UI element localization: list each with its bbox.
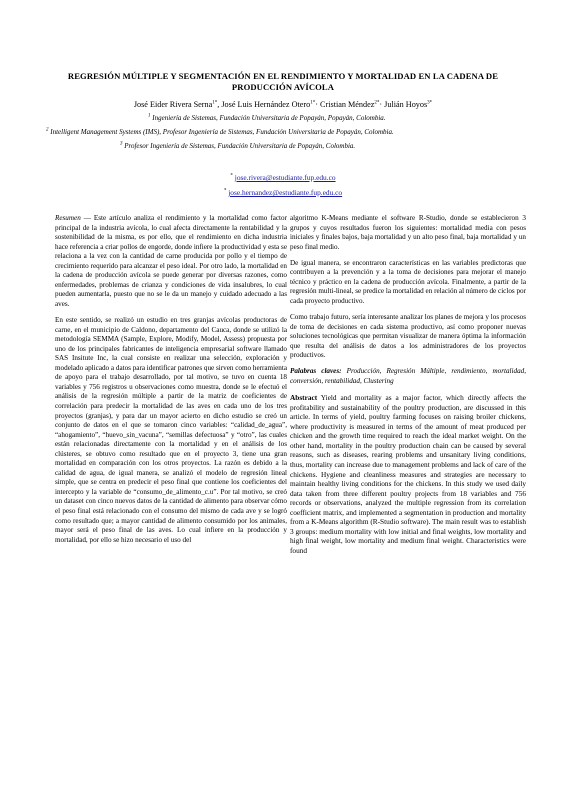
email-list — [183, 170, 383, 200]
author-sup: 2* — [374, 100, 380, 106]
author-name: José Eider Rivera Serna — [133, 100, 213, 109]
abstract-paragraph — [290, 393, 526, 555]
author-name: José Luis Hernández Otero — [221, 100, 311, 109]
resumen-paragraph — [55, 214, 287, 309]
author-sup: 1* — [212, 100, 218, 106]
paper-title: REGRESIÓN MÚLTIPLE Y SEGMENTACIÓN EN EL RENDIMIENTO Y MORTALIDAD EN LA CADENA DE PRODUCCIÓN AVÍCOLA — [67, 71, 499, 92]
author-name: Julián Hoyos — [384, 100, 428, 109]
author-sup: 3* — [427, 100, 433, 106]
abstract-label: Abstract — [290, 393, 318, 403]
keywords-label: Palabras claves: — [290, 367, 342, 376]
keywords-paragraph — [290, 367, 526, 386]
abstract-text: Yield and mortality as a major factor, which directly affects the profitability and sustainability of the poultry production, are discussed in this article. In terms of yield, poultry farming focuses on raising broiler chickens, where productivity is measured in terms of the amount of meat produced per chicken and the growth time required to reach the ideal market weight. On the other hand, mortality in the poultry production chain can be caused by several reasons, such as diseases, rearing problems and unsanitary living conditions, thus, mortality can increase due to management problems and lack of care of the chickens. Hygiene and cleanliness measures and strategies are necessary to maintain healthy living conditions for the chickens. In this study we used daily data taken from three different poultry projects from 18 variables and 756 records or observations, analyzed the multiple regression from its correlation coefficient matrix, and implemented a segmentation in production and mortality from a K-Means algorithm (R-Studio software). The main result was to establish 3 groups: medium mortality with low initial and final weights, low mortality and high final weight, low mortality and medium final weight. Characteristics were found — [290, 393, 526, 555]
email-row: * jose.rivera@estudiante.fup.edu.co — [230, 173, 336, 182]
body-paragraph: En este sentido, se realizó un estudio en tres granjas avícolas productoras de carne, en el municipio de Caldono, departamento del Cauca, donde se utilizó la metodología SEMMA (Sample, Explore, Modify, Model, Assess) propuesta por uno de los principales fabricantes de inteligencia empresarial software llamado SAS Insitute Inc, la cual consiste en realizar una selección, exploración y modelado aplicado a datos para identificar patrones que sirven como herramienta de apoyo para el trabajo desarrollado, por tal motivo, se tuvo en cuenta 18 variables y 756 registros u observaciones como muestra, donde se le efectuó el análisis de la regresión múltiple a partir de la matriz de coeficientes de correlación para predecir la mortalidad de las aves en cada uno de los tres proyectos (granjas), y para dar un mayor acierto en dicho estudio se creó un conjunto de datos en el que se tomaron cinco variables: “calidad_de_agua”, “ahogamiento”, “huevo_sin_vacuna”, “semillas defectuosa” y “otro”, las cuales están relacionadas directamente con la mortalidad y en el análisis de los clústeres, se obtuvo como resultado que en el proyecto 3, tiene una gran mortalidad en comparación con los otros proyectos. La razón es debido a la calidad de agua, de igual manera, se analizó el modelo de regresión lineal simple, que se centra en predecir el peso final que contiene los coeficientes del intercepto y la variable de “consumo_de_alimento_c.u”. Por tal motivo, se creó un dataset con cinco nuevos datos de la cantidad de alimento para observar cómo el peso final está relacionado con el consumo del mismo de cada ave y se logró como resultado que; a mayor cantidad de alimento consumido por los animales, mayor será el peso final de las aves. Lo cual infiere en la producción y mortalidad, por ello se hizo necesario el uso del — [55, 316, 287, 544]
resumen-label: Resumen — [55, 214, 81, 222]
body-paragraph: Como trabajo futuro, sería interesante analizar los planes de mejora y los procesos de toma de decisiones en cada sistema productivo, así como proponer nuevas soluciones tecnológicas que permitan visualizar de manera óptima la información que resulta del análisis de datos a los administradores de los proyectos productivos. — [290, 313, 526, 360]
author-name: Cristian Méndez — [320, 100, 375, 109]
email-link[interactable]: jose.rivera@estudiante.fup.edu.co — [234, 173, 336, 182]
affiliation-1: $^1$ Ingeniería de Sistemas, Fundación Universitaria de Popayán, Popayán, Colombia. — [148, 113, 386, 122]
right-column — [290, 214, 526, 562]
affiliation-3: $^3$ Profesor Ingeniería de Sistemas, Fundación Universitaria de Popayán, Colombia. — [120, 141, 356, 150]
body-paragraph: algoritmo K-Means mediante el software R-Studio, donde se establecieron 3 grupos y cuyos resultados fueron los siguientes: mortalidad media con pesos iniciales y finales bajos, baja mortalidad y un alto peso final, baja mortalidad y un peso final medio. — [290, 214, 526, 251]
body-paragraph: De igual manera, se encontraron características en las variables predictoras que contribuyen a la prevención y a la toma de decisiones para mejorar el manejo técnico y práctico en la cadena de producción avícola. Finalmente, a partir de la regresión multi-lineal, se predice la mortalidad en relación al número de ciclos por cada proyecto productivo. — [290, 258, 526, 305]
email-link[interactable]: jose.hernandez@estudiante.fup.edu.co — [228, 188, 343, 197]
email-row: * jose.hernandez@estudiante.fup.edu.co — [223, 188, 343, 197]
affiliation-2: $^2$ Intelligent Management Systems (IMS), Profesor Ingeniería de Sistemas, Fundación Universitaria de Popayán, Colombia. — [46, 127, 394, 136]
keywords-text: Producción, Regresión Múltiple, rendimiento, mortalidad, conversión, rentabilidad, Clustering — [290, 367, 526, 385]
author-sup: 1* — [310, 100, 316, 106]
resumen-text: — Este artículo analiza el rendimiento y la mortalidad como factor principal de la industria avícola, lo cual afecta directamente la rentabilidad y la sostenibilidad de la misma, es por ello, que el rendimiento en dicha industria hace referencia a criar pollos de engorde, donde infiere la productividad y esta se relaciona a la vez con la cantidad de carne producida por pollo y el tiempo de crecimiento requerido para alcanzar el peso ideal. Por otro lado, la mortalidad en la cadena de producción avícola se puede generar por diversas razones, como enfermedades, problemas de crianza y condiciones de vida insalubres, lo cual pueden aumentarla, puesto que no se le da un manejo y cuidado adecuado a las aves. — [55, 214, 287, 308]
left-column — [55, 214, 287, 552]
author-line: José Eider Rivera Serna$^{1*}$, José Luis Hernández Otero$^{1*}$· Cristian Méndez$^{2*}$· Julián Hoyos$^{3*}$ — [133, 100, 433, 109]
